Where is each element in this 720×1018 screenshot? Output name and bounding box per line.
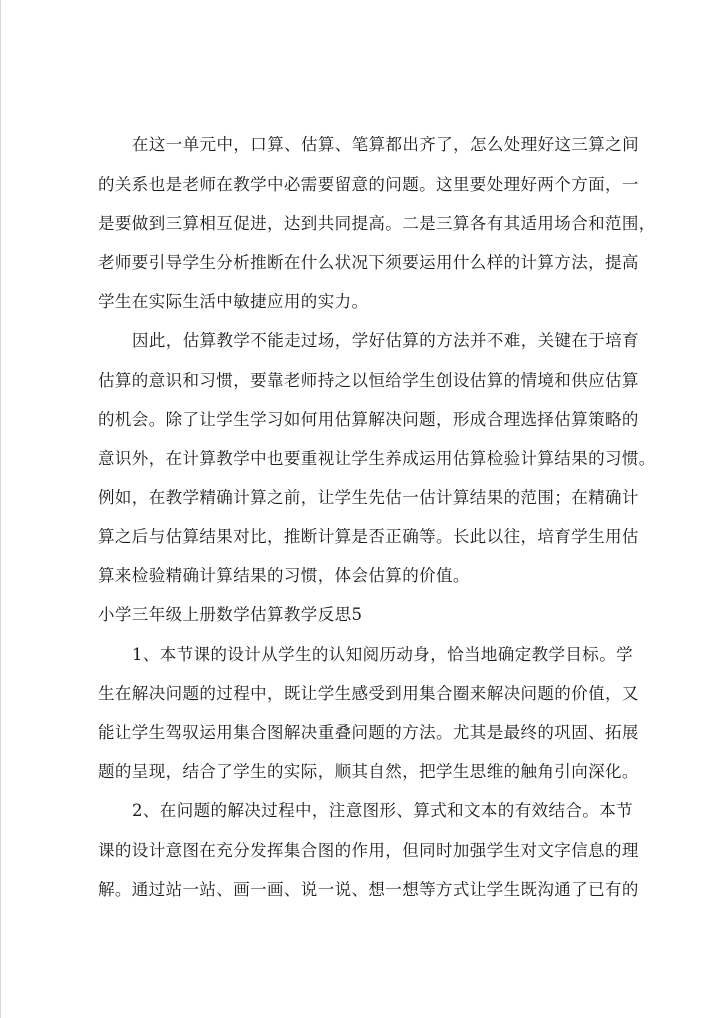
text-line-8: 的机会。除了让学生学习如何用估算解决问题，形成合理选择估算策略的	[98, 410, 639, 429]
text-line-19: 课的设计意图在充分发挥集合图的作用，但同时加强学生对文字信息的理	[98, 841, 639, 860]
text-line-6: 因此，估算教学不能走过场，学好估算的方法并不难，关键在于培育	[132, 331, 639, 350]
text-line-12: 算来检验精确计算结果的习惯，体会估算的价值。	[98, 566, 470, 585]
text-line-14: 1、本节课的设计从学生的认知阅历动身，恰当地确定教学目标。学	[132, 645, 633, 664]
text-line-5: 学生在实际生活中敏捷应用的实力。	[98, 292, 369, 311]
text-line-11: 算之后与估算结果对比，推断计算是否正确等。长此以往，培育学生用估	[98, 527, 639, 546]
text-line-4: 老师要引导学生分析推断在什么状况下须要运用什么样的计算方法，提高	[98, 253, 639, 272]
text-line-10: 例如，在教学精确计算之前，让学生先估一估计算结果的范围；在精确计	[98, 488, 639, 507]
text-line-17: 题的呈现，结合了学生的实际，顺其自然，把学生思维的触角引向深化。	[98, 762, 639, 781]
text-line-20: 解。通过站一站、画一画、说一说、想一想等方式让学生既沟通了已有的	[98, 880, 639, 899]
text-line-15: 生在解决问题的过程中，既让学生感受到用集合圈来解决问题的价值，又	[98, 684, 639, 703]
text-line-9: 意识外，在计算教学中也要重视让学生养成运用估算检验计算结果的习惯。	[98, 449, 656, 468]
text-line-3: 是要做到三算相互促进，达到共同提高。二是三算各有其适用场合和范围，	[98, 214, 656, 233]
text-line-7: 估算的意识和习惯，要靠老师持之以恒给学生创设估算的情境和供应估算	[98, 371, 639, 390]
section-heading: 小学三年级上册数学估算教学反思5	[98, 605, 363, 624]
text-line-2: 的关系也是老师在教学中必需要留意的问题。这里要处理好两个方面，一	[98, 175, 639, 194]
text-line-16: 能让学生驾驭运用集合图解决重叠问题的方法。尤其是最终的巩固、拓展	[98, 723, 639, 742]
text-line-18: 2、在问题的解决过程中，注意图形、算式和文本的有效结合。本节	[132, 801, 633, 820]
text-line-1: 在这一单元中，口算、估算、笔算都出齐了，怎么处理好这三算之间	[132, 135, 639, 154]
